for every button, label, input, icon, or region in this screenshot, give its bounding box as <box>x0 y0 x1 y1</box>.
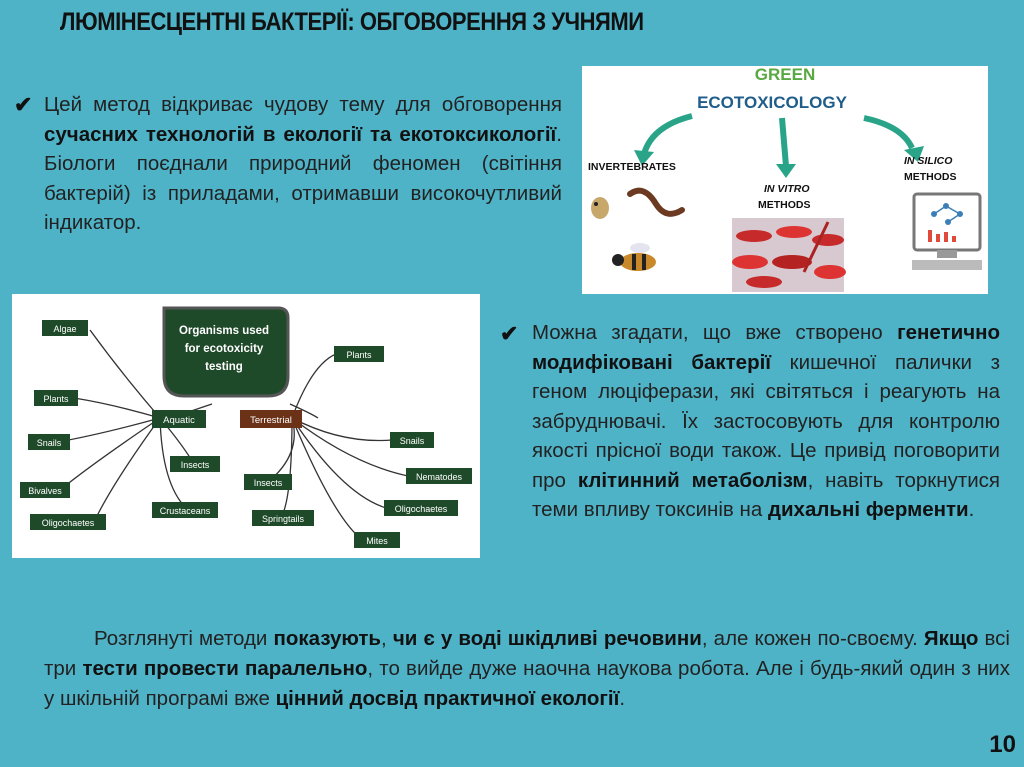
bottom-bold-3: Якщо <box>923 627 979 650</box>
terrestrial-label: Terrestrial <box>250 415 292 426</box>
fig1-insilico: IN SILICO <box>904 155 953 167</box>
leaf-snails-terrestrial: Snails <box>399 436 425 446</box>
leaf-algae: Algae <box>53 324 77 334</box>
checkmark-icon: ✔ <box>14 92 33 117</box>
leaf-mites: Mites <box>366 536 388 546</box>
leaf-plants-aquatic: Plants <box>43 394 69 404</box>
bee-icon <box>612 243 656 271</box>
bottom-bold-2: чи є у воді шкідливі речовини <box>392 627 702 650</box>
paragraph-intro <box>44 90 562 238</box>
page-number: 10 <box>989 731 1016 758</box>
arrow-left-icon <box>644 116 692 154</box>
bottom-text-5: , то вийде дуже наочна наукова робота. Але і будь-який один з них у шкільній програмі вже <box>44 657 1010 710</box>
checkmark-icon: ✔ <box>500 321 519 346</box>
center-node-line1: Organisms used <box>178 325 270 337</box>
para1-text-2: . Біологи поєднали природний феномен (світіння бактерій) із приладами, отримавши високочутливий індикатор. <box>44 122 562 234</box>
para2-text-1: Можна згадати, що вже створено <box>532 321 898 344</box>
worm-icon <box>630 191 682 214</box>
fig1-heading-green: GREEN <box>754 66 816 84</box>
green-ecotoxicology-figure <box>582 66 988 294</box>
bottom-bold-1: показують <box>273 627 382 650</box>
arrow-right-icon <box>864 118 912 148</box>
bottom-text-4: всі три <box>44 627 1010 680</box>
bottom-bold-5: цінний досвід практичної екології <box>275 687 620 710</box>
fig1-heading-ecotoxicology: ECOTOXICOLOGY <box>697 93 847 112</box>
para2-bold-2: клітинний метаболізм <box>577 468 808 492</box>
daphnia-icon <box>591 197 609 219</box>
leaf-nematodes: Nematodes <box>415 472 463 482</box>
fig1-invitro: IN VITRO <box>764 183 810 195</box>
leaf-oligochaetes-terrestrial: Oligochaetes <box>394 504 448 514</box>
bottom-text-1: Розглянуті методи <box>94 627 274 650</box>
bottom-bold-4: тести провести паралельно <box>82 657 368 680</box>
para1-bold-1: сучасних технологій в екології та екотоксикології <box>44 122 557 146</box>
center-node-line3: testing <box>205 361 243 373</box>
petri-dishes-icon <box>732 218 846 292</box>
arrow-down-icon <box>782 118 786 166</box>
paragraph-gmo-bacteria <box>532 318 1000 525</box>
slide-title: ЛЮМІНЕСЦЕНТНІ БАКТЕРІЇ: ОБГОВОРЕННЯ З УЧНЯМИ <box>60 8 644 36</box>
leaf-snails-aquatic: Snails <box>36 438 62 448</box>
para2-text-4: . <box>968 498 975 521</box>
fig1-insilico-methods: METHODS <box>904 171 957 183</box>
leaf-crustaceans: Crustaceans <box>159 506 211 516</box>
computer-monitor-icon <box>912 194 982 270</box>
leaf-insects-terrestrial: Insects <box>253 478 283 488</box>
leaf-oligochaetes-aquatic: Oligochaetes <box>41 518 95 528</box>
paragraph-conclusion <box>44 624 1010 714</box>
para2-text-3: , навіть торкнутися теми впливу токсинів на <box>532 468 1001 521</box>
bottom-text-2: , <box>381 627 393 650</box>
bottom-text-6: . <box>619 687 626 710</box>
para2-text-2: кишечної палички з геном люціферази, які світяться і реагують на забруднювачі. Їх застосовують для контролю якості прісної води також. Це привід поговорити про <box>532 350 1000 492</box>
para2-bold-1: генетично модифіковані бактерії <box>532 321 1000 374</box>
fig1-invertebrates: INVERTEBRATES <box>588 161 676 173</box>
fig1-invitro-methods: METHODS <box>758 199 811 211</box>
para2-bold-3: дихальні ферменти <box>767 498 969 521</box>
leaf-springtails: Springtails <box>261 514 305 524</box>
bottom-text-3: , але кожен по-своєму. <box>701 627 924 650</box>
leaf-plants-terrestrial: Plants <box>346 350 372 360</box>
center-node-line2: for ecotoxicity <box>184 343 264 355</box>
leaf-insects-aquatic: Insects <box>180 460 210 470</box>
leaf-bivalves: Bivalves <box>28 486 62 496</box>
aquatic-label: Aquatic <box>163 415 195 426</box>
para1-text-1: Цей метод відкриває чудову тему для обговорення <box>44 93 562 116</box>
organisms-mindmap-figure <box>12 294 480 558</box>
